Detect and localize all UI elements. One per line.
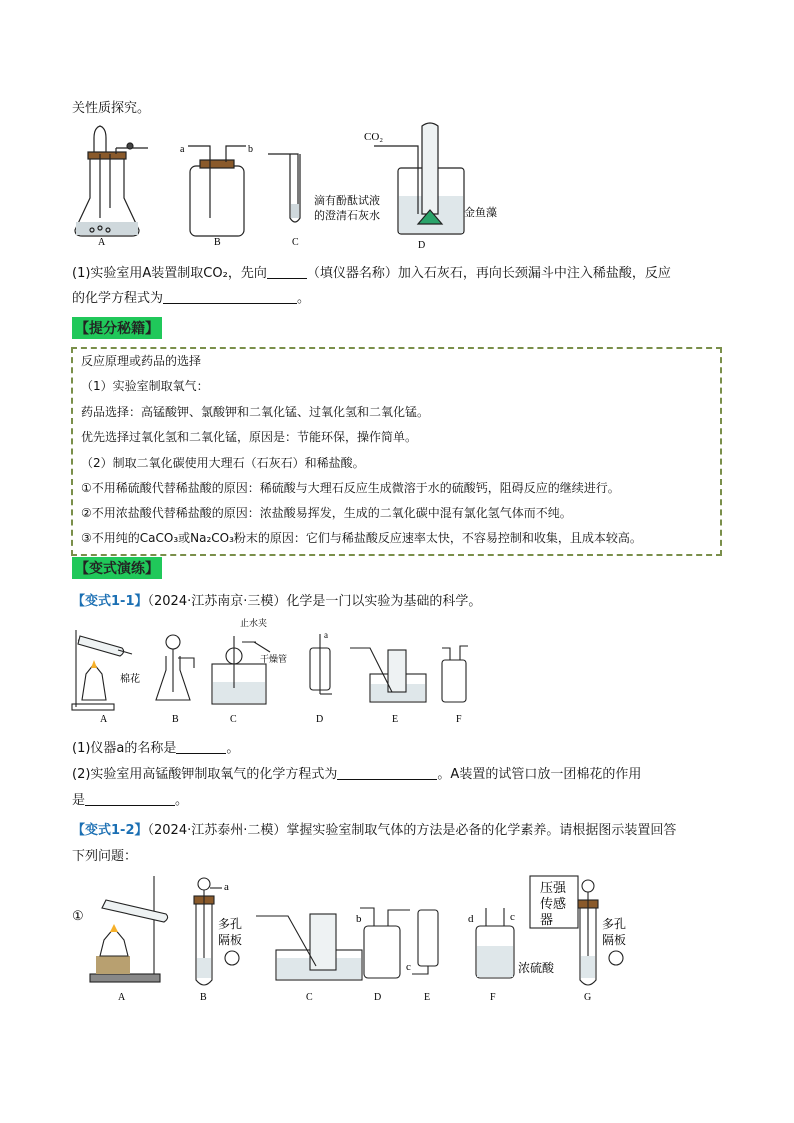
fig3-label-g: G	[584, 992, 592, 1003]
tip-line: ②不用浓盐酸代替稀盐酸的原因：浓盐酸易挥发，生成的二氧化碳中混有氯化氢气体而不纯。	[81, 506, 572, 520]
fig3-label-a: A	[118, 992, 126, 1003]
fig3-label-f: F	[490, 992, 496, 1003]
fig3-label-e: E	[424, 992, 431, 1003]
fig3-apparatus-c	[256, 914, 362, 980]
fig3-port-d: d	[468, 913, 474, 925]
fig2-apparatus-d	[310, 634, 332, 694]
fig1-c-note-1: 滴有酚酞试液	[314, 195, 380, 207]
fig3-apparatus-f	[476, 908, 514, 978]
fig3-circle-1: ①	[72, 908, 84, 923]
fig3-port-c: c	[406, 961, 411, 973]
answer-blank[interactable]	[85, 793, 175, 806]
fig3-port-c2: c	[510, 911, 515, 923]
tip-line: 反应原理或药品的选择	[81, 354, 202, 368]
answer-blank[interactable]	[163, 291, 297, 304]
fig2-label-f: F	[456, 714, 462, 725]
apparatus-c	[268, 154, 300, 222]
fig1-label-c: C	[292, 237, 299, 248]
fig3-porous-1: 多孔	[218, 917, 243, 931]
fig3-acid: 浓硫酸	[518, 961, 555, 975]
fig2-apparatus-e	[350, 648, 426, 702]
question-1-line-2: 的化学方程式为 。	[72, 291, 311, 306]
fig2-apparatus-a	[72, 630, 132, 710]
fig2-label-c: C	[230, 714, 237, 725]
answer-blank[interactable]	[337, 767, 437, 780]
fig3-port-a: a	[224, 881, 229, 893]
tip-line: （1）实验室制取氧气：	[81, 379, 209, 393]
tip-line: ①不用稀硫酸代替稀盐酸的原因：稀硫酸与大理石反应生成微溶于水的硫酸钙，阻碍反应的继续进行。	[81, 481, 620, 495]
fig1-label-b: B	[214, 237, 221, 248]
question-1-line-1: (1)实验室用A装置制取CO₂，先向 （填仪器名称）加入石灰石，再向长颈漏斗中注入稀盐酸，反应	[72, 266, 671, 281]
fig3-apparatus-d	[360, 908, 410, 978]
fig2-dry-tube: 干燥管	[260, 654, 288, 664]
fig3-label-d: D	[374, 992, 382, 1003]
variant-1-2-title-cont: 下列问题：	[72, 849, 138, 864]
answer-blank[interactable]	[267, 266, 307, 279]
practice-heading: 【变式演练】	[72, 557, 162, 579]
fig3-porous-1b: 多孔	[602, 917, 626, 931]
tip-line: 药品选择：高锰酸钾、氯酸钾和二氧化锰、过氧化氢和二氧化锰。	[81, 405, 430, 419]
fig2-port-a: a	[324, 630, 328, 640]
fig1-d-gas: CO₂	[364, 131, 384, 143]
fig1-c-note-2: 的澄清石灰水	[314, 210, 380, 222]
fig3-apparatus-b	[194, 878, 239, 985]
fig2-apparatus-b	[156, 635, 194, 700]
fig2-label-a: A	[100, 714, 108, 725]
intro-text: 关性质探究。	[72, 101, 151, 116]
fig3-label-c: C	[306, 992, 313, 1003]
fig2-cotton: 棉花	[120, 674, 140, 685]
fig2-label-b: B	[172, 714, 179, 725]
fig2-clamp: 止水夹	[240, 618, 268, 628]
fig2-label-d: D	[316, 714, 324, 725]
answer-blank[interactable]	[176, 741, 226, 754]
apparatus-a	[75, 126, 148, 236]
fig3-sensor-1: 压强	[540, 880, 567, 895]
fig3-label-b: B	[200, 992, 207, 1003]
variant-1-1-title: 【变式1-1】（2024·江苏南京·三模）化学是一门以实验为基础的科学。	[72, 594, 482, 609]
fig2-apparatus-c	[212, 636, 270, 704]
fig3-apparatus-e	[412, 910, 438, 974]
figure-3-apparatus	[66, 870, 626, 1005]
fig1-port-a: a	[180, 144, 185, 155]
fig3-porous-2b: 隔板	[602, 933, 626, 947]
fig1-port-b: b	[248, 144, 253, 155]
fig3-apparatus-a	[90, 876, 168, 982]
fig2-apparatus-f	[442, 646, 468, 702]
fig3-sensor-3: 器	[540, 912, 554, 927]
variant-1-1-q1: (1)仪器a的名称是 。	[72, 741, 240, 756]
fig1-d-note: 金鱼藻	[464, 207, 497, 219]
apparatus-d	[374, 123, 464, 234]
tip-heading: 【提分秘籍】	[72, 317, 162, 339]
fig3-porous-2: 隔板	[218, 933, 243, 947]
fig2-label-e: E	[392, 714, 399, 725]
tip-line: ③不用纯的CaCO₃或Na₂CO₃粉末的原因：它们与稀盐酸反应速率太快，不容易控制和收集，且成本较高。	[81, 531, 642, 545]
figure-1-apparatus	[70, 118, 530, 252]
variant-1-1-q2-cont: 是 。	[72, 793, 189, 808]
tip-line: （2）制取二氧化碳使用大理石（石灰石）和稀盐酸。	[81, 456, 365, 470]
apparatus-b	[188, 146, 246, 236]
fig1-label-a: A	[98, 237, 106, 248]
fig3-port-b: b	[356, 913, 362, 925]
tip-box	[71, 347, 722, 556]
figure-2-apparatus	[70, 612, 470, 727]
variant-1-2-title: 【变式1-2】（2024·江苏泰州·二模）掌握实验室制取气体的方法是必备的化学素养。请根据图示装置回答	[72, 823, 677, 838]
fig3-sensor-2: 传感	[540, 896, 567, 911]
tip-line: 优先选择过氧化氢和二氧化锰，原因是：节能环保，操作简单。	[81, 430, 418, 444]
variant-1-1-q2: (2)实验室用高锰酸钾制取氧气的化学方程式为 。A装置的试管口放一团棉花的作用	[72, 767, 642, 782]
fig1-label-d: D	[418, 240, 426, 251]
